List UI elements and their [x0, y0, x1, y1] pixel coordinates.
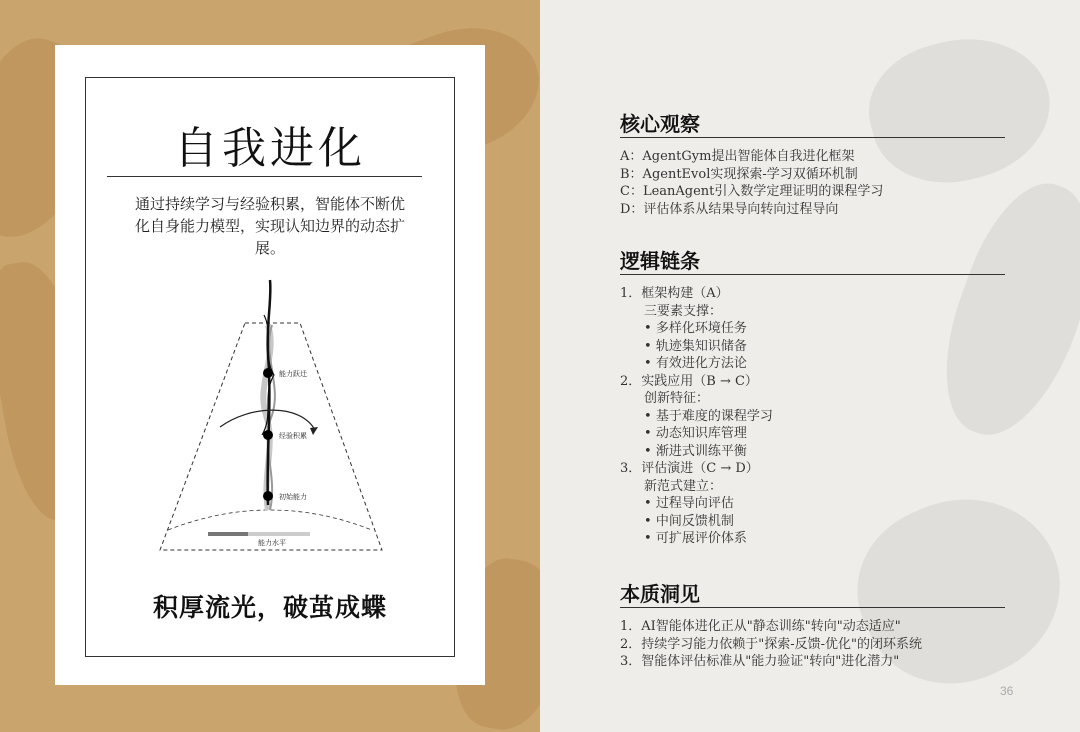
core-list	[620, 148, 883, 218]
list-item: • 轨迹集知识储备	[620, 338, 773, 356]
label-initial: 初始能力	[279, 493, 307, 501]
label-accumulate: 经验积累	[279, 432, 307, 440]
evolution-diagram	[150, 275, 390, 565]
list-item: • 中间反馈机制	[620, 513, 773, 531]
list-item: • 可扩展评价体系	[620, 530, 773, 548]
list-item: D：评估体系从结果导向转向过程导向	[620, 201, 839, 217]
list-item: A：AgentGym提出智能体自我进化框架	[620, 149, 855, 164]
list-item: 三要素支撑：	[644, 303, 723, 319]
page-number: 36	[1000, 684, 1014, 698]
list-item: • 多样化环境任务	[620, 320, 773, 338]
insight-list	[620, 618, 922, 671]
description-text: 通过持续学习与经验积累，智能体不断优化自身能力模型，实现认知边界的动态扩展。	[134, 195, 405, 257]
list-item: 3．评估演进（C → D）	[620, 461, 759, 476]
list-item: • 过程导向评估	[620, 495, 773, 513]
list-item: • 动态知识库管理	[620, 425, 773, 443]
ability-bar-light	[248, 532, 310, 536]
list-item: • 有效进化方法论	[620, 355, 773, 373]
label-leap: 能力跃迁	[279, 370, 307, 378]
label-ability-level: 能力水平	[258, 539, 286, 547]
cycle-arrowhead	[310, 427, 318, 435]
section-heading-insight: 本质洞见	[620, 582, 700, 606]
ability-bar-dark	[208, 532, 248, 536]
logic-list	[620, 285, 773, 548]
section-divider-insight	[620, 607, 1005, 608]
list-item: 2．实践应用（B → C）	[620, 373, 758, 389]
diagram-base-arc	[168, 510, 372, 530]
list-item: 3．智能体评估标准从"能力验证"转向"进化潜力"	[620, 654, 900, 669]
section-divider-core	[620, 137, 1005, 138]
node-leap	[263, 368, 273, 378]
section-heading-logic: 逻辑链条	[620, 249, 700, 273]
slogan: 积厚流光，破茧成蝶	[152, 593, 387, 622]
node-initial	[263, 491, 273, 501]
list-item: 1．框架构建（A）	[620, 286, 729, 301]
node-accumulate	[263, 430, 273, 440]
list-item: 1．AI智能体进化正从"静态训练"转向"动态适应"	[620, 619, 901, 634]
list-item: C：LeanAgent引入数学定理证明的课程学习	[620, 184, 884, 199]
list-item: • 基于难度的课程学习	[620, 408, 773, 426]
page-title: 自我进化	[174, 123, 366, 174]
section-heading-core: 核心观察	[620, 112, 700, 136]
title-divider	[107, 176, 422, 177]
section-divider-logic	[620, 274, 1005, 275]
list-item: 创新特征：	[644, 391, 710, 406]
list-item: • 渐进式训练平衡	[620, 443, 773, 461]
list-item: 新范式建立：	[644, 478, 723, 494]
list-item: B：AgentEvol实现探索-学习双循环机制	[620, 166, 858, 182]
list-item: 2．持续学习能力依赖于"探索-反馈-优化"的闭环系统	[620, 636, 923, 652]
